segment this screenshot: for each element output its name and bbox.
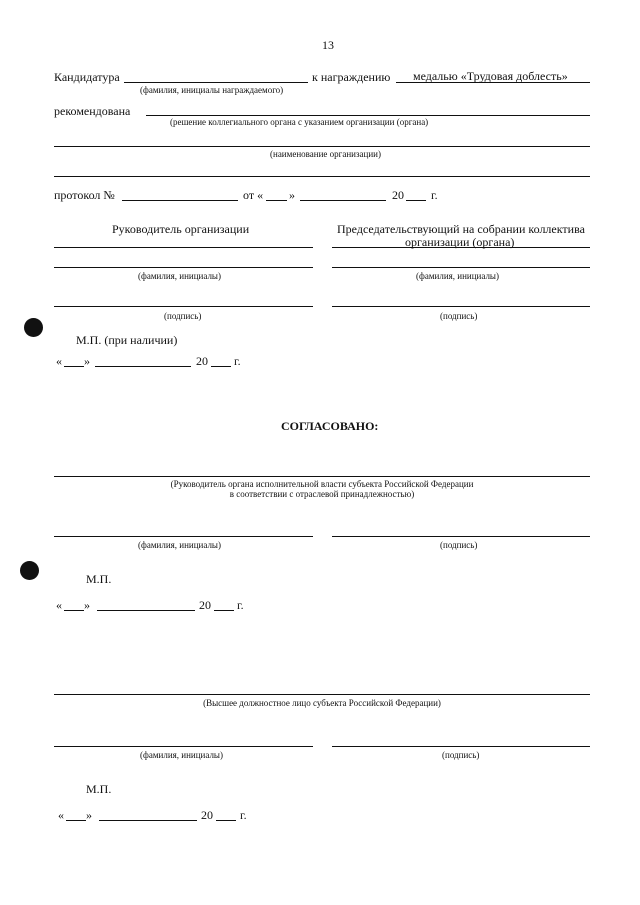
candidate-name-caption: (фамилия, инициалы награждаемого) (140, 85, 284, 95)
decision-caption: (решение коллегиального органа с указанием организации (органа) (170, 117, 429, 127)
stamp-label-3: М.П. (86, 782, 112, 796)
protocol-month-field[interactable] (300, 200, 386, 201)
recommended-label: рекомендована (54, 104, 131, 118)
page-number: 13 (322, 38, 334, 52)
chair-position-field[interactable] (332, 247, 590, 248)
protocol-year-prefix: 20 (392, 188, 404, 202)
date-close-1: » (84, 354, 90, 368)
agreed-heading: СОГЛАСОВАНО: (281, 419, 379, 433)
year-field-2[interactable] (214, 610, 234, 611)
chair-signature-caption: (подпись) (440, 311, 478, 321)
date-close-2: » (84, 598, 90, 612)
official-field[interactable] (54, 694, 590, 695)
year-prefix-3: 20 (201, 808, 213, 822)
official-signature-field[interactable] (332, 746, 590, 747)
exec-signature-field[interactable] (332, 536, 590, 537)
date-open-1: « (56, 354, 62, 368)
divider-line (54, 176, 590, 177)
punch-hole-mark-2 (20, 561, 39, 580)
chair-title-line1: Председательствующий на собрании коллектива (337, 222, 585, 236)
protocol-number-field[interactable] (122, 200, 238, 201)
stamp-label-2: М.П. (86, 572, 112, 586)
head-signature-field[interactable] (54, 306, 313, 307)
stamp-label: М.П. (при наличии) (76, 333, 178, 347)
exec-head-field[interactable] (54, 476, 590, 477)
year-prefix-2: 20 (199, 598, 211, 612)
protocol-day-field[interactable] (266, 200, 287, 201)
head-position-field[interactable] (54, 247, 313, 248)
year-field-3[interactable] (216, 820, 236, 821)
head-name-caption: (фамилия, инициалы) (138, 271, 221, 281)
protocol-date-open: от « (243, 188, 264, 202)
candidacy-label: Кандидатура (54, 70, 120, 84)
head-name-field[interactable] (54, 267, 313, 268)
decision-field[interactable] (146, 115, 590, 116)
year-suffix-2: г. (237, 598, 244, 612)
candidate-name-field[interactable] (124, 82, 308, 83)
official-caption: (Высшее должностное лицо субъекта Российской Федерации) (203, 698, 441, 708)
chair-name-field[interactable] (332, 267, 590, 268)
day-field-2[interactable] (64, 610, 84, 611)
award-label: к награждению (312, 70, 391, 84)
year-suffix-3: г. (240, 808, 247, 822)
year-suffix-1: г. (234, 354, 241, 368)
year-field-1[interactable] (211, 366, 231, 367)
chair-signature-field[interactable] (332, 306, 590, 307)
protocol-date-close: » (289, 188, 295, 202)
exec-name-caption: (фамилия, инициалы) (138, 540, 221, 550)
date-open-2: « (56, 598, 62, 612)
protocol-year-field[interactable] (406, 200, 426, 201)
head-title: Руководитель организации (112, 222, 250, 236)
official-signature-caption: (подпись) (442, 750, 480, 760)
day-field-1[interactable] (64, 366, 84, 367)
punch-hole-mark (24, 318, 43, 337)
exec-name-field[interactable] (54, 536, 313, 537)
exec-signature-caption: (подпись) (440, 540, 478, 550)
exec-caption-line1: (Руководитель органа исполнительной власти субъекта Российской Федерации (170, 479, 474, 489)
year-prefix-1: 20 (196, 354, 208, 368)
official-name-caption: (фамилия, инициалы) (140, 750, 223, 760)
official-name-field[interactable] (54, 746, 313, 747)
protocol-label: протокол № (54, 188, 115, 202)
exec-caption-line2: в соответствии с отраслевой принадлежностью) (229, 489, 415, 499)
day-field-3[interactable] (66, 820, 86, 821)
head-signature-caption: (подпись) (164, 311, 202, 321)
date-close-3: » (86, 808, 92, 822)
organization-field[interactable] (54, 146, 590, 147)
date-open-3: « (58, 808, 64, 822)
month-field-1[interactable] (95, 366, 191, 367)
protocol-year-suffix: г. (431, 188, 438, 202)
chair-title-line2: организации (органа) (405, 235, 515, 249)
chair-name-caption: (фамилия, инициалы) (416, 271, 499, 281)
month-field-3[interactable] (99, 820, 197, 821)
organization-caption: (наименование организации) (270, 149, 381, 159)
award-value: медалью «Трудовая доблесть» (413, 69, 568, 83)
month-field-2[interactable] (97, 610, 195, 611)
